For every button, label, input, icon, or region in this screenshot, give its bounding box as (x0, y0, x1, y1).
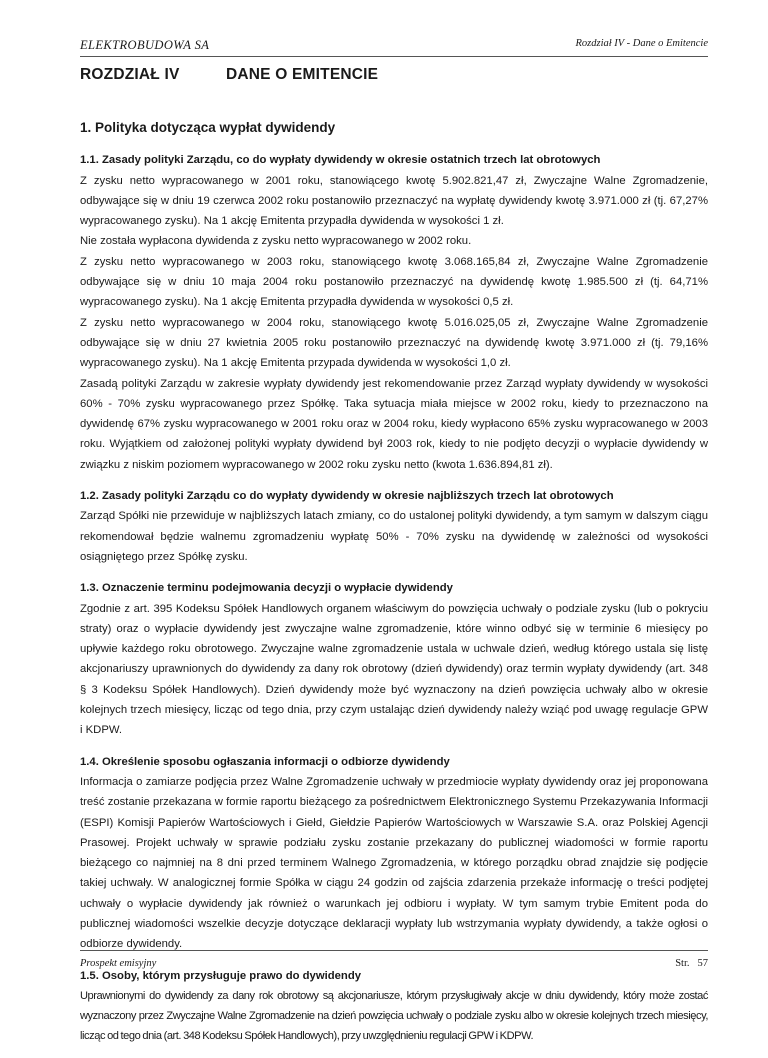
page-footer (80, 950, 708, 980)
subsection-title: 1.1. Zasady polityki Zarządu, co do wypłaty dywidendy w okresie ostatnich trzech lat obrotowych (80, 154, 601, 167)
paragraph: Informacja o zamiarze podjęcia przez Walne Zgromadzenie uchwały w przedmiocie wypłaty dywidendy oraz jej proponowana treść zostanie przekazana w formie raportu bieżącego za pośrednictwem Elektronicznego Systemu Przekazywania Informacji (ESPI) Komisji Papierów Wartościowych i Giełd, Giełdzie Papierów Wartościowych w Warszawie S.A. oraz Polskiej Agencji Prasowej. Projekt uchwały w sprawie podziału zysku zostanie przekazany do publicznej wiadomości w formie raportu bieżącego co najmniej na 8 dni przed terminem Walnego Zgromadzenia, w którego porządku obrad znajdzie się podjęcie takiej uchwały. W analogicznej formie Spółka w ciągu 24 godzin od zajścia zdarzenia przekaże informację o treści podjętej uchwały o wypłacie dywidendy jak również o warunkach jej odbioru i wypłaty. W tym samym trybie Emitent poda do publicznej wiadomości wszelkie decyzje dotyczące deklaracji wypłaty lub wstrzymania wypłaty dywidendy, a także ogłosi o odbiorze dywidendy. (80, 775, 708, 951)
paragraph: Nie została wypłacona dywidenda z zysku netto wypracowanego w 2002 roku. (80, 235, 472, 248)
header-company-name: ELEKTROBUDOWA SA (80, 38, 210, 52)
subsection-title: 1.3. Oznaczenie terminu podejmowania decyzji o wypłacie dywidendy (80, 582, 453, 595)
paragraph: Zasadą polityki Zarządu w zakresie wypłaty dywidendy jest rekomendowanie przez Zarząd wypłaty dywidendy w wysokości 60% - 70% zysku wypracowanego przez Spółkę. Taka sytuacja miała miejsce w 2002 roku, kiedy to przeznaczono na dywidendę 67% zysku wypracowanego w 2001 roku oraz w 2004 roku, kiedy wypłacono 65% zysku wypracowanego w 2003 roku. Wyjątkiem od założonej polityki wypłaty dywidend był 2003 rok, kiedy to nie podjęto decyzji o wypłacie dywidendy w związku z niskim poziomem wypracowanego w 2002 roku zysku netto (kwota 1.636.894,81 zł). (80, 377, 708, 471)
footer-divider (80, 950, 708, 951)
footer-document-name: Prospekt emisyjny (80, 958, 157, 969)
document-page (80, 0, 708, 1043)
subsection-title: 1.2. Zasady polityki Zarządu co do wypłaty dywidendy w okresie najbliższych trzech lat obrotowych (80, 490, 614, 503)
section-title: 1. Polityka dotycząca wypłat dywidendy (80, 120, 336, 135)
page-content (80, 118, 708, 1058)
paragraph: Uprawnionymi do dywidendy za dany rok obrotowy są akcjonariusze, którym przysługiwały akcje w dniu dywidendy, który może zostać wyznaczony przez Zwyczajne Walne Zgromadzenie na dzień powzięcia uchwały o podziale zysku albo w okresie kolejnych trzech miesięcy, licząc od tego dnia (art. 348 Kodeksu Spółek Handlowych), przy uwzględnieniu regulacji GPW i KDPW. (80, 989, 708, 1043)
subsection-title: 1.5. Osoby, którym przysługuje prawo do dywidendy (80, 969, 362, 982)
chapter-number: ROZDZIAŁ IV (80, 66, 180, 83)
header-divider (80, 56, 708, 57)
subsection-title: 1.4. Określenie sposobu ogłaszania informacji o odbiorze dywidendy (80, 755, 450, 768)
subsection-dividend-decision-date (80, 578, 708, 740)
paragraph: Z zysku netto wypracowanego w 2001 roku, stanowiącego kwotę 5.902.821,47 zł, Zwyczajne Walne Zgromadzenie, odbywające się w dniu 19 czerwca 2002 roku postanowiło przeznaczyć na wypłatę dywidendy kwotę 3.971.000 zł (tj. 67,27% wypracowanego zysku). Na 1 akcję Emitenta przypadła dywidenda w wysokości 1 zł. (80, 174, 708, 228)
footer-page-number: 57 (697, 958, 708, 969)
subsection-dividend-announcement (80, 752, 708, 955)
subsection-dividend-policy-past (80, 150, 708, 475)
footer-page-label: Str. (675, 958, 690, 969)
running-header (80, 36, 708, 56)
paragraph: Z zysku netto wypracowanego w 2004 roku, stanowiącego kwotę 5.016.025,05 zł, Zwyczajne Walne Zgromadzenie odbywające się w dniu 27 kwietnia 2005 roku postanowiło przeznaczyć na dywidendę kwotę 3.971.000 zł (tj. 79,16% wypracowanego zysku). Na 1 akcję Emitenta przypada dywidenda w wysokości 1,0 zł. (80, 316, 708, 370)
paragraph: Z zysku netto wypracowanego w 2003 roku, stanowiącego kwotę 3.068.165,84 zł, Zwyczajne Walne Zgromadzenie odbywające się w dniu 10 maja 2004 roku postanowiło przeznaczyć na dywidendę kwotę 1.985.500 zł (tj. 64,71% wypracowanego zysku). Na 1 akcję Emitenta przypadła dywidenda w wysokości 0,5 zł. (80, 255, 708, 309)
footer-page-info (675, 958, 708, 969)
paragraph: Zgodnie z art. 395 Kodeksu Spółek Handlowych organem właściwym do powzięcia uchwały o podziale zysku (lub o pokryciu straty) oraz o wypłacie dywidendy jest zwyczajne walne zgromadzenie, które winno odbyć się w terminie 6 miesięcy po upływie każdego roku obrotowego. Zwyczajne walne zgromadzenie ustala w uchwale dzień, według którego ustala się listę akcjonariuszy uprawnionych do dywidendy za dany rok obrotowy (dzień dywidendy) oraz termin wypłaty dywidendy (art. 348 § 3 Kodeksu Spółek Handlowych). Dzień dywidendy może być wyznaczony na dzień powzięcia uchwały albo w okresie kolejnych trzech miesięcy, licząc od tego dnia, przy czym ustalając dzień dywidendy należy wziąć pod uwagę regulacje GPW i KDPW. (80, 602, 708, 737)
chapter-title: DANE O EMITENCIE (226, 66, 379, 83)
subsection-dividend-policy-future (80, 486, 708, 567)
header-chapter-reference: Rozdział IV - Dane o Emitencie (575, 38, 708, 49)
paragraph: Zarząd Spółki nie przewiduje w najbliższych latach zmiany, co do ustalonej polityki dywidendy, a tym samym w dalszym ciągu rekomendował będzie walnemu zgromadzeniu wypłatę 50% - 70% zysku na dywidendę w zależności od wysokości osiągniętego przez Spółkę zysku. (80, 510, 708, 563)
